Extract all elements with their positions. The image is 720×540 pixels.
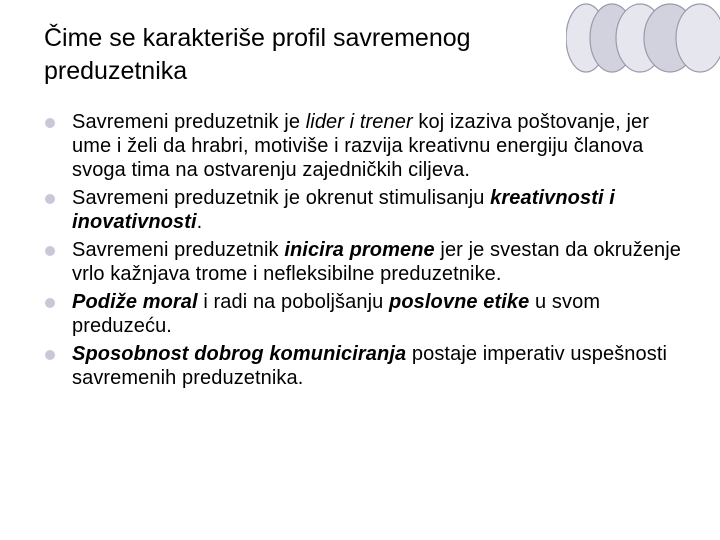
bullet-text-segment: Savremeni preduzetnik je okrenut stimulisanju (72, 187, 491, 209)
bullet-text-segment: i radi na poboljšanju (197, 291, 390, 313)
bullet-item (44, 186, 684, 234)
bullet-text-segment: jer je svestan da okruženje vrlo kažnjava trome i nefleksibilne preduzetnike. (72, 239, 682, 285)
bullet-text-segment: poslovne etike (389, 291, 530, 313)
bullet-dot-icon (45, 246, 55, 256)
bullet-text-segment: postaje imperativ uspešnosti savremenih preduzetnika. (72, 343, 668, 389)
bullet-dot-icon (45, 298, 55, 308)
deco-circle-5 (676, 4, 720, 72)
bullet-list (44, 110, 684, 394)
bullet-dot-icon (45, 350, 55, 360)
bullet-text-segment: Podiže moral (72, 291, 198, 313)
bullet-text-segment: lider i trener (305, 111, 413, 133)
bullet-text-segment: Sposobnost dobrog komuniciranja (72, 343, 407, 365)
bullet-text-segment: Savremeni preduzetnik je (72, 111, 306, 133)
bullet-dot-icon (45, 118, 55, 128)
bullet-item (44, 342, 684, 390)
bullet-text-segment: koj izaziva poštovanje, jer ume i želi da hrabri, motiviše i razvija kreativnu energiju članova svoga tima na ostvarenju zajedničkih ciljeva. (72, 111, 649, 181)
bullet-text-segment: Savremeni preduzetnik (72, 239, 285, 261)
bullet-text-segment: . (196, 211, 203, 233)
slide-title: Čime se karakteriše profil savremenog preduzetnika (44, 24, 471, 85)
bullet-text-segment: u svom preduzeću. (72, 291, 601, 337)
bullet-item (44, 290, 684, 338)
bullet-text-segment: inicira promene (284, 239, 435, 261)
bullet-dot-icon (45, 194, 55, 204)
bullet-item (44, 110, 684, 182)
decorative-circles-graphic (566, 0, 720, 100)
bullet-item (44, 238, 684, 286)
bullet-text-segment: kreativnosti i inovativnosti (72, 187, 615, 233)
